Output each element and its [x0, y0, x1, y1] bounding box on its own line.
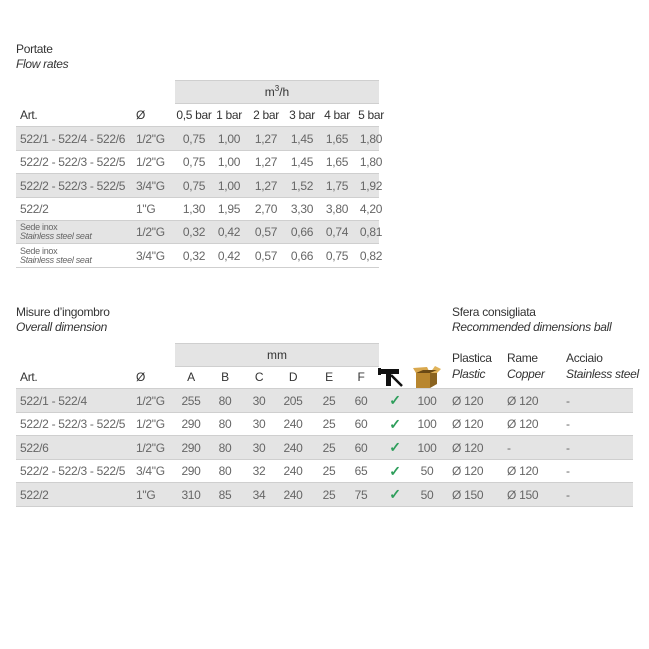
dim-value-cell: 240	[283, 417, 303, 431]
dim-value-cell: 290	[181, 440, 201, 455]
ball-material-label: Rame	[507, 351, 538, 365]
pack-quantity-cell: 100	[417, 440, 437, 455]
ball-plastic-cell: Ø 120	[452, 440, 484, 455]
dim-value-cell: 205	[283, 393, 303, 408]
dim-diameter-cell: 3/4"G	[136, 464, 165, 478]
flow-art-cell	[20, 244, 130, 267]
flow-value-cell: 0,42	[217, 225, 241, 239]
flow-art-cell	[20, 221, 130, 243]
flow-art-sublabel: Stainless steel seat	[20, 231, 92, 241]
flow-art-cell: 522/2 - 522/3 - 522/5	[20, 155, 126, 169]
dim-header-cell: D	[288, 370, 298, 384]
flow-diameter-cell: 1/2"G	[136, 155, 165, 169]
flow-value-cell: 1,00	[217, 178, 241, 193]
flow-value-cell: 0,82	[359, 248, 383, 263]
flow-art-label: Sede inox	[20, 222, 58, 232]
flow-header-cell: 4 bar	[324, 108, 350, 122]
flow-art-cell: 522/2	[20, 202, 49, 216]
dim-value-cell: 30	[252, 417, 266, 431]
flow-table-row	[16, 244, 383, 268]
flow-value-cell: 0,66	[290, 225, 314, 239]
flow-unit-label: $m^3/h$	[264, 84, 290, 99]
flow-diameter-cell: 3/4"G	[136, 178, 165, 193]
dim-diameter-cell: 1/2"G	[136, 440, 165, 455]
flow-value-cell: 1,00	[217, 155, 241, 169]
flow-value-cell: 1,92	[359, 178, 383, 193]
flow-section-title: Portate	[16, 42, 53, 56]
dim-diameter-cell: 1/2"G	[136, 417, 165, 431]
ball-copper-cell: Ø 120	[507, 464, 539, 478]
flow-value-cell: 0,32	[182, 248, 206, 263]
ball-plastic-cell: Ø 120	[452, 464, 484, 478]
flow-value-cell: 1,45	[290, 155, 314, 169]
dim-value-cell: 80	[218, 464, 232, 478]
dim-value-cell: 75	[354, 487, 368, 502]
dim-table-row	[16, 413, 633, 436]
dim-header-cell: B	[221, 370, 229, 384]
dim-header-cell: C	[254, 370, 264, 384]
dim-table-row	[16, 460, 633, 483]
dim-value-cell: 290	[181, 417, 201, 431]
dim-diameter-cell: 1"G	[136, 487, 156, 502]
dim-value-cell: 34	[252, 487, 266, 502]
checkmark-icon: ✓	[389, 462, 401, 479]
pack-quantity-cell: 100	[417, 417, 437, 431]
ball-section-subtitle: Recommended dimensions ball	[452, 320, 612, 334]
pack-quantity-cell: 50	[420, 487, 434, 502]
dim-value-cell: 65	[354, 464, 368, 478]
flow-header-cell: 2 bar	[253, 108, 279, 122]
dim-art-cell: 522/1 - 522/4	[20, 393, 87, 408]
dim-unit-band: mm	[175, 343, 379, 367]
ball-plastic-cell: Ø 150	[452, 487, 484, 502]
flow-value-cell: 1,65	[325, 155, 349, 169]
flow-value-cell: 0,75	[182, 131, 206, 146]
flow-table-row	[16, 221, 383, 244]
dim-value-cell: 25	[322, 464, 336, 478]
flow-value-cell: 2,70	[254, 202, 278, 216]
flow-table-row	[16, 127, 383, 151]
dim-value-cell: 290	[181, 464, 201, 478]
box-icon	[412, 366, 446, 388]
flow-header-cell: Art.	[20, 108, 38, 122]
dim-diameter-cell: 1/2"G	[136, 393, 165, 408]
dim-value-cell: 240	[283, 464, 303, 478]
caulking-gun-icon	[378, 366, 412, 388]
flow-value-cell: 0,32	[182, 225, 206, 239]
ball-material-label: Acciaio	[566, 351, 603, 365]
flow-header-cell: 5 bar	[358, 108, 384, 122]
flow-value-cell: 1,30	[182, 202, 206, 216]
dim-art-cell: 522/2	[20, 487, 49, 502]
flow-value-cell: 4,20	[359, 202, 383, 216]
flow-value-cell: 1,75	[325, 178, 349, 193]
dim-header-cell: Art.	[20, 370, 38, 384]
flow-unit-band	[175, 80, 379, 104]
ball-material-header	[566, 350, 639, 382]
flow-section-subtitle: Flow rates	[16, 57, 69, 71]
flow-value-cell: 1,27	[254, 178, 278, 193]
flow-value-cell: 0,57	[254, 248, 278, 263]
flow-header-cell: Ø	[136, 108, 146, 122]
ball-plastic-cell: Ø 120	[452, 417, 484, 431]
flow-value-cell: 1,45	[290, 131, 314, 146]
dim-header-cell: F	[357, 370, 365, 384]
dim-art-cell: 522/6	[20, 440, 49, 455]
dim-art-cell: 522/2 - 522/3 - 522/5	[20, 417, 126, 431]
flow-value-cell: 0,75	[325, 248, 349, 263]
ball-copper-cell: -	[507, 440, 511, 455]
dim-value-cell: 80	[218, 393, 232, 408]
flow-value-cell: 0,81	[359, 225, 383, 239]
ball-section-title: Sfera consigliata	[452, 305, 536, 319]
ball-plastic-cell: Ø 120	[452, 393, 484, 408]
dim-value-cell: 80	[218, 440, 232, 455]
dim-value-cell: 25	[322, 487, 336, 502]
dim-header-cell: A	[187, 370, 195, 384]
flow-header-cell: 0,5 bar	[176, 108, 212, 122]
flow-value-cell: 0,42	[217, 248, 241, 263]
dim-value-cell: 310	[181, 487, 201, 502]
dim-value-cell: 240	[283, 440, 303, 455]
flow-value-cell: 1,27	[254, 155, 278, 169]
flow-value-cell: 1,52	[290, 178, 314, 193]
ball-copper-cell: Ø 120	[507, 417, 539, 431]
ball-copper-cell: Ø 120	[507, 393, 539, 408]
flow-art-sublabel: Stainless steel seat	[20, 254, 92, 265]
dim-art-cell: 522/2 - 522/3 - 522/5	[20, 464, 126, 478]
flow-art-label: Sede inox	[20, 245, 58, 256]
dim-value-cell: 85	[218, 487, 232, 502]
ball-material-sublabel: Stainless steel	[566, 367, 639, 381]
checkmark-icon: ✓	[389, 392, 401, 408]
flow-value-cell: 1,00	[217, 131, 241, 146]
ball-steel-cell: -	[566, 440, 570, 455]
ball-material-header	[507, 350, 545, 382]
dim-value-cell: 30	[252, 393, 266, 408]
ball-copper-cell: Ø 150	[507, 487, 539, 502]
flow-value-cell: 0,75	[182, 155, 206, 169]
checkmark-icon: ✓	[389, 439, 401, 455]
ball-material-label: Plastica	[452, 351, 492, 365]
dim-header-cell: E	[325, 370, 333, 384]
flow-value-cell: 1,95	[217, 202, 241, 216]
flow-art-cell: 522/1 - 522/4 - 522/6	[20, 131, 126, 146]
flow-value-cell: 1,27	[254, 131, 278, 146]
dim-value-cell: 25	[322, 440, 336, 455]
flow-value-cell: 0,75	[182, 178, 206, 193]
flow-diameter-cell: 3/4"G	[136, 248, 165, 263]
flow-table-row	[16, 174, 383, 198]
flow-header-cell: 3 bar	[289, 108, 315, 122]
flow-value-cell: 0,66	[290, 248, 314, 263]
flow-value-cell: 1,80	[359, 155, 383, 169]
ball-steel-cell: -	[566, 417, 570, 431]
dim-section-subtitle: Overall dimension	[16, 320, 107, 334]
flow-value-cell: 0,57	[254, 225, 278, 239]
flow-value-cell: 1,65	[325, 131, 349, 146]
dim-table-row	[16, 389, 633, 413]
flow-diameter-cell: 1"G	[136, 202, 156, 216]
dim-value-cell: 25	[322, 417, 336, 431]
flow-value-cell: 3,80	[325, 202, 349, 216]
dim-value-cell: 60	[354, 393, 368, 408]
flow-art-cell: 522/2 - 522/3 - 522/5	[20, 178, 126, 193]
flow-table-row	[16, 198, 383, 221]
ball-material-sublabel: Plastic	[452, 367, 486, 381]
dim-value-cell: 32	[252, 464, 266, 478]
flow-header-cell: 1 bar	[216, 108, 242, 122]
ball-material-header	[452, 350, 492, 382]
dim-value-cell: 255	[181, 393, 201, 408]
ball-steel-cell: -	[566, 487, 570, 502]
dim-header-cell: Ø	[136, 370, 146, 384]
ball-steel-cell: -	[566, 393, 570, 408]
dim-value-cell: 240	[283, 487, 303, 502]
flow-diameter-cell: 1/2"G	[136, 131, 165, 146]
pack-quantity-cell: 100	[417, 393, 437, 408]
flow-header-row	[16, 104, 384, 127]
checkmark-icon: ✓	[389, 415, 401, 432]
ball-steel-cell: -	[566, 464, 570, 478]
flow-value-cell: 3,30	[290, 202, 314, 216]
flow-value-cell: 0,74	[325, 225, 349, 239]
checkmark-icon: ✓	[389, 486, 401, 502]
dim-table-row	[16, 436, 633, 460]
pack-quantity-cell: 50	[420, 464, 434, 478]
dim-value-cell: 60	[354, 440, 368, 455]
dim-value-cell: 30	[252, 440, 266, 455]
dim-value-cell: 60	[354, 417, 368, 431]
dim-section-title: Misure d’ingombro	[16, 305, 110, 319]
ball-material-sublabel: Copper	[507, 367, 545, 381]
flow-diameter-cell: 1/2"G	[136, 225, 165, 239]
dim-value-cell: 80	[218, 417, 232, 431]
dim-table-row	[16, 483, 633, 507]
flow-value-cell: 1,80	[359, 131, 383, 146]
flow-table-row	[16, 151, 383, 174]
dim-value-cell: 25	[322, 393, 336, 408]
